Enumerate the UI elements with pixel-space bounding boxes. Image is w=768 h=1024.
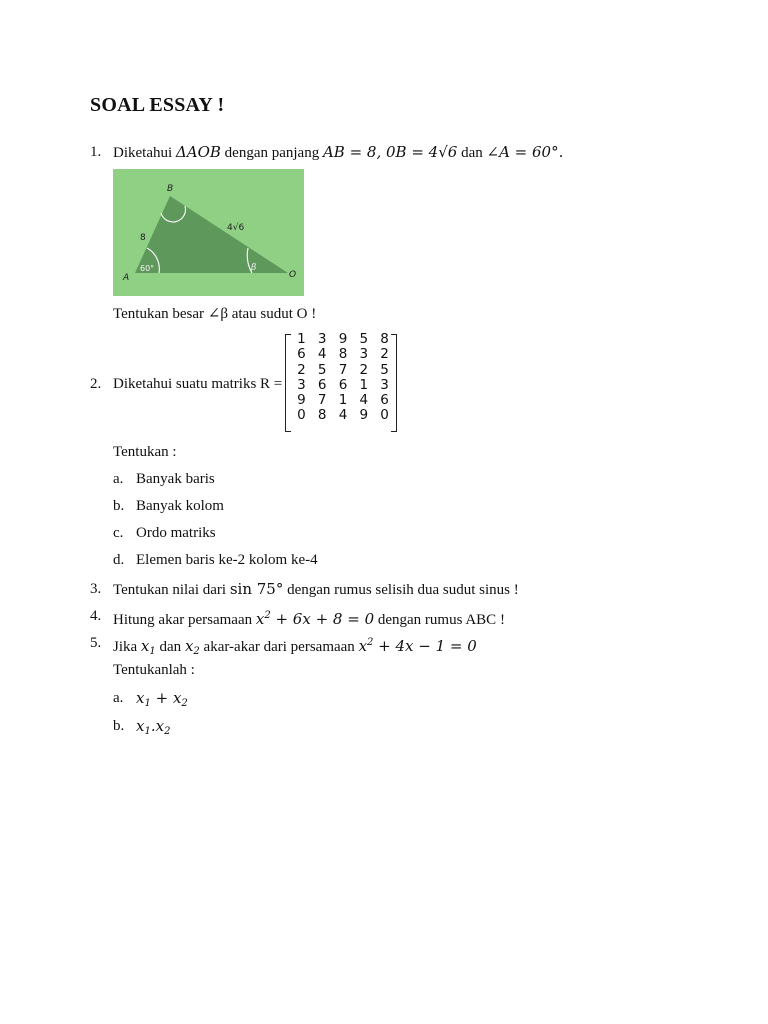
q1-lengths: AB = 8, 0B = 4√6	[322, 143, 458, 161]
matrix-cell: 3	[297, 376, 306, 393]
matrix-cell: 6	[297, 346, 306, 363]
q5-number: 5.	[90, 635, 102, 651]
label-a: A	[123, 273, 130, 283]
q2-item-b-text: Banyak kolom	[136, 498, 224, 514]
matrix-cell: 3	[317, 331, 327, 347]
label-b: B	[167, 184, 174, 194]
matrix-cell: 1	[338, 392, 348, 409]
q2-statement: Diketahui suatu matriks R =	[113, 376, 283, 392]
q5-equation: $x^2 + 4x - 1 = 0$	[358, 637, 477, 655]
matrix-cell: 4	[359, 392, 369, 409]
q5-item-b-label: b.	[113, 718, 125, 734]
q1-angle: ∠A = 60°.	[486, 143, 564, 161]
matrix-cell: 6	[317, 376, 327, 393]
matrix-cell: 2	[380, 346, 389, 363]
q2-item-d-label: d.	[113, 552, 125, 568]
matrix-grid	[291, 332, 395, 424]
matrix-cell: 7	[338, 361, 348, 378]
q4-suffix: dengan rumus ABC !	[374, 612, 505, 628]
matrix-cell: 0	[380, 407, 389, 424]
angle-a-label: 60°	[140, 264, 155, 273]
matrix-cell: 9	[338, 331, 348, 347]
matrix-cell: 5	[317, 361, 327, 378]
matrix-cell: 9	[297, 392, 306, 409]
q2-item-c-text: Ordo matriks	[136, 525, 216, 541]
q4-number: 4.	[90, 608, 102, 624]
q5-item-b-expr: $x_1.x_2$	[136, 717, 171, 737]
q3-prefix: Tentukan nilai dari	[113, 582, 230, 598]
q3-statement	[113, 580, 519, 599]
matrix-cell: 5	[359, 331, 369, 347]
matrix-cell: 3	[380, 376, 389, 393]
q5-statement	[113, 634, 477, 661]
matrix-cell: 8	[338, 346, 348, 363]
matrix-cell: 7	[317, 392, 327, 409]
q3-suffix: dengan rumus selisih dua sudut sinus !	[283, 582, 519, 598]
q1-number: 1.	[90, 144, 102, 160]
q5-item-a-label: a.	[113, 690, 124, 706]
q1-prefix: Diketahui	[113, 145, 176, 161]
matrix-cell: 2	[359, 361, 369, 378]
q3-number: 3.	[90, 581, 102, 597]
q1-statement	[113, 143, 563, 162]
q5-task: Tentukanlah :	[113, 662, 195, 678]
q4-equation: $x^2 + 6x + 8 = 0$	[255, 610, 375, 628]
side-bo-label: 4√6	[227, 223, 245, 233]
q4-statement	[113, 607, 505, 629]
matrix-cell: 5	[380, 361, 389, 378]
angle-o-label: β	[251, 263, 257, 273]
q1-and: dan	[457, 145, 487, 161]
q2-item-a-text: Banyak baris	[136, 471, 215, 487]
q2-item-d-text: Elemen baris ke-2 kolom ke-4	[136, 552, 318, 568]
triangle-figure	[113, 169, 304, 296]
q5-x2: $x_2$	[184, 637, 200, 657]
matrix-cell: 8	[380, 331, 389, 347]
matrix-cell: 8	[317, 407, 327, 424]
q1-mid: dengan panjang	[220, 145, 323, 161]
page-title: SOAL ESSAY !	[90, 94, 225, 116]
q2-task: Tentukan :	[113, 444, 177, 460]
q3-expr: sin 75°	[229, 580, 284, 598]
q2-item-c-label: c.	[113, 525, 124, 541]
matrix-cell: 6	[380, 392, 389, 409]
q5-mid: akar-akar dari persamaan	[199, 639, 359, 655]
q4-prefix: Hitung akar persamaan	[113, 612, 256, 628]
q2-item-a-label: a.	[113, 471, 124, 487]
matrix-r	[283, 331, 399, 431]
matrix-cell: 9	[359, 407, 369, 424]
label-o: O	[289, 270, 297, 280]
q5-and: dan	[155, 639, 185, 655]
q2-number: 2.	[90, 376, 102, 392]
matrix-cell: 1	[297, 331, 306, 347]
matrix-cell: 4	[317, 346, 327, 363]
matrix-cell: 6	[338, 376, 348, 393]
matrix-cell: 1	[359, 376, 369, 393]
q5-item-a-expr: $x_1 + x_2$	[136, 689, 188, 709]
matrix-cell: 3	[359, 346, 369, 363]
q5-x1: $x_1$	[140, 637, 156, 657]
matrix-cell: 2	[297, 361, 306, 378]
q2-item-b-label: b.	[113, 498, 125, 514]
matrix-cell: 0	[297, 407, 306, 424]
q1-triangle: ΔAOB	[175, 143, 221, 161]
matrix-cell: 4	[338, 407, 348, 424]
q5-prefix: Jika	[113, 639, 141, 655]
q1-task: Tentukan besar ∠β atau sudut O !	[113, 306, 317, 322]
side-ab-label: 8	[140, 233, 146, 243]
